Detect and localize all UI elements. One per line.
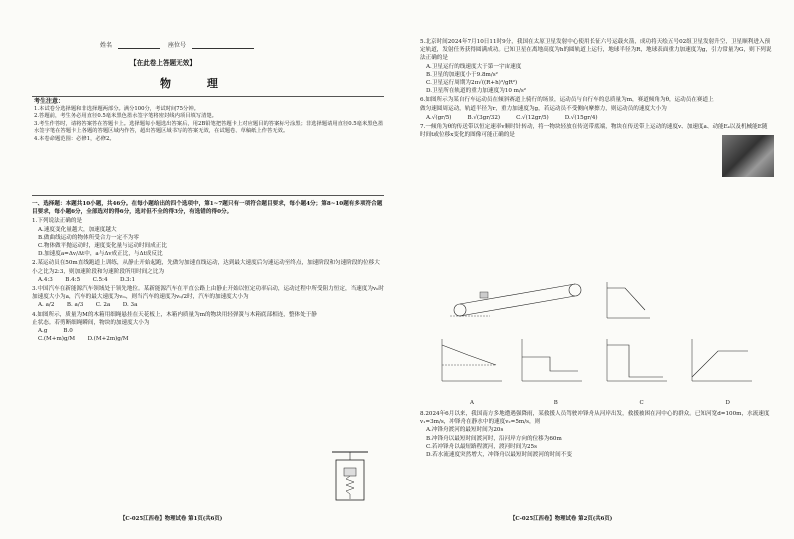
option-b: B.0 [63,328,73,335]
section-instructions: 一、选择题：本题共10小题，共46分。在每小题给出的四个选项中，第1~7题只有一项符合题目要求，每小题4分；第8~10题有多项符合题目要求，每小题6分，全部选对的得6分，选对但不全的得3分，有选错的得0分。 [32,201,383,216]
graph-b [522,339,582,381]
seat-field[interactable] [192,42,254,49]
notice-item: 4.本卷命题范围：必修1，必修2。 [34,135,115,142]
question-7 [420,123,772,139]
option-d: D.(M+2m)g/M [87,336,129,343]
graph-d [692,339,752,381]
option-b: B.√(3gr/32) [467,114,501,121]
options-row [420,114,772,122]
option-a: A.4:3 [38,276,53,283]
option-a: A.g [38,328,48,335]
option-c: C.卫星运行周期为2π√((R+h)³/gR²) [426,80,518,87]
right-column-lower [420,410,772,460]
graph-c [607,339,667,381]
question-stem: 4.如图所示，质量为M的木箱用细绳悬挂在天花板上，木箱内质量为m的物块用轻弹簧与木箱底部相连，整体处于静止状态。若剪断细绳瞬间，物块的加速度大小为 [32,311,317,326]
page-footer-1: 【C-025江西卷】物理试卷 第1页(共6页) [120,516,223,522]
option-d: D.卫星所在轨道的重力加速度为10 m/s² [426,88,526,95]
notice-item: 2.答题前，考生务必用直径0.5毫米黑色墨水签字笔将密封线内项目填写清楚。 [34,113,217,120]
cyclist-photo [722,135,774,177]
student-info [100,40,260,49]
question-stem: 5.北京时间2024年7月10日11时9分，我国在太原卫星发射中心使用长征六号运载火箭，成功将天绘五号02组卫星发射升空，卫星顺利进入预定轨道，发射任务获得圆满成功。已知卫星在离地高度为h的圆轨道上运行，地球半径为R，地球表面重力加速度为g，引力常量为G，则下列说法正确的是 [420,39,772,62]
exam-notice [34,98,384,144]
divider [32,96,384,97]
notice-item: 1.本试卷分选择题和非选择题两部分。满分100分，考试时间75分钟。 [34,105,199,112]
option-b: B.冲锋舟以最短时间渡河时，沿河岸方向的位移为60m [426,435,562,442]
left-column [32,200,384,344]
question-stem: 2.某运动员在50m直线跑道上训练，从静止开始起跑，先做匀加速直线运动，达到最大速度后匀速运动至终点，加速阶段和匀速阶段的位移大小之比为2:3，则加速阶段和匀速阶段所用时间之比为 [32,260,380,275]
option-b: B.卫星的加速度小于9.8m/s² [426,71,498,78]
graph-label-a: A [470,400,474,406]
graph-top [607,282,650,318]
question-stem: 7.一倾角为θ的传送带以恒定速率v顺时针转动，将一物块轻放在传送带底端，物块在传送带上运动的速度v、加速度a、动能Eₖ以及机械能E随时间t或位移x变化的图像可能正确的是 [420,124,768,139]
page-footer-2: 【C-025江西卷】物理试卷 第2页(共6页) [510,516,613,522]
options-row [32,335,322,343]
right-column [420,38,772,140]
question-stem: 3.中国汽车在新能源汽车领域处于领先地位。某新能源汽车在平直公路上由静止开始以恒定功率启动，运动过程中所受阻力恒定，当速度为v₀时加速度大小为a，汽车的最大速度为vₘ，则当汽车的速度为v₀/2时，汽车的加速度大小为 [32,286,384,301]
question-stem: 6.如图所示为某自行车运动员在倾斜赛道上骑行的场景，运动员与自行车的总质量为m，赛道倾角为θ，运动员在赛道上做匀速圆周运动，轨道半径为r，重力加速度为g，若运动员不受侧向摩擦力，则运动员的速度大小为 [420,97,714,112]
q7-graph-labels [470,400,730,406]
options-row [32,327,322,335]
option-d: D.√(15gr/4) [564,114,598,121]
question-1 [32,217,384,258]
name-field[interactable] [118,42,160,49]
q4-box-spring-figure [330,450,370,505]
name-label: 姓名 [100,42,113,49]
graph-label-b: B [553,400,558,406]
option-c: C.5:4 [92,276,108,283]
option-b: B.做曲线运动的物体所受合力一定不为零 [38,234,139,241]
option-d: D.加速度a=Δv/Δt中，a与Δv成正比，与Δt成反比 [38,251,163,258]
notice-title: 考生注意： [34,98,65,105]
option-d: D. 3a [122,302,138,309]
option-d: D.若水流速度突然增大，冲锋舟以最短时间渡河的时间不变 [426,452,572,459]
option-a: A.卫星运行的线速度大于第一宇宙速度 [426,63,522,70]
option-a: A.冲锋舟渡河的最短时间为20s [426,427,504,434]
question-stem: 8.2024年6月以来，我国南方多地遭遇强降雨，某救援人员驾驶冲锋舟从河岸出发，救援被困在河中心的群众。已知河宽d=100m，水流速度v₁=3m/s，冲锋舟在静水中的速度v₂=5m/s，则 [420,411,770,426]
notice-item: 3.考生作答时，请将答案答在答题卡上。选择题每小题选出答案后，用2B铅笔把答题卡上对应题目的答案标号涂黑；非选择题请用直径0.5毫米黑色墨水签字笔在答题卡上各题的答题区域内作答，超出答题区域书写的答案无效，在试题卷、草稿纸上作答无效。 [34,120,384,135]
option-b: B.4:5 [65,276,81,283]
option-a: A. a/2 [38,302,55,309]
q7-figures [430,282,770,392]
divider [32,195,384,196]
options-row [32,276,384,284]
question-6 [420,96,718,112]
options-row [32,301,384,309]
graph-a [442,339,502,381]
seat-label: 座位号 [167,42,186,49]
option-d: D.3:1 [119,276,136,283]
option-a: A.速度变化量越大，加速度越大 [38,226,117,233]
option-a: A.√(gr/5) [426,114,452,121]
option-c: C.若冲锋舟以最短路程渡河，渡河时间为25s [426,443,537,450]
question-5 [420,38,772,95]
graph-label-c: C [639,400,644,406]
graph-label-d: D [725,400,730,406]
invalid-answer-stamp: 【在此卷上答题无效】 [130,59,196,67]
option-c: C.√(12gr/5) [516,114,549,121]
option-c: C. 2a [95,302,111,309]
conveyor-belt-figure [450,284,581,316]
question-stem: 1.下列说法正确的是 [32,218,83,225]
question-2 [32,259,384,284]
option-c: C.(M+m)g/M [38,336,76,343]
question-4 [32,311,322,344]
question-8 [420,410,772,459]
option-b: B. a/3 [66,302,84,309]
subject-title: 物 理 [160,77,234,90]
option-c: C.物体做平抛运动时，速度变化量与运动时间成正比 [38,243,167,250]
question-3 [32,285,384,310]
